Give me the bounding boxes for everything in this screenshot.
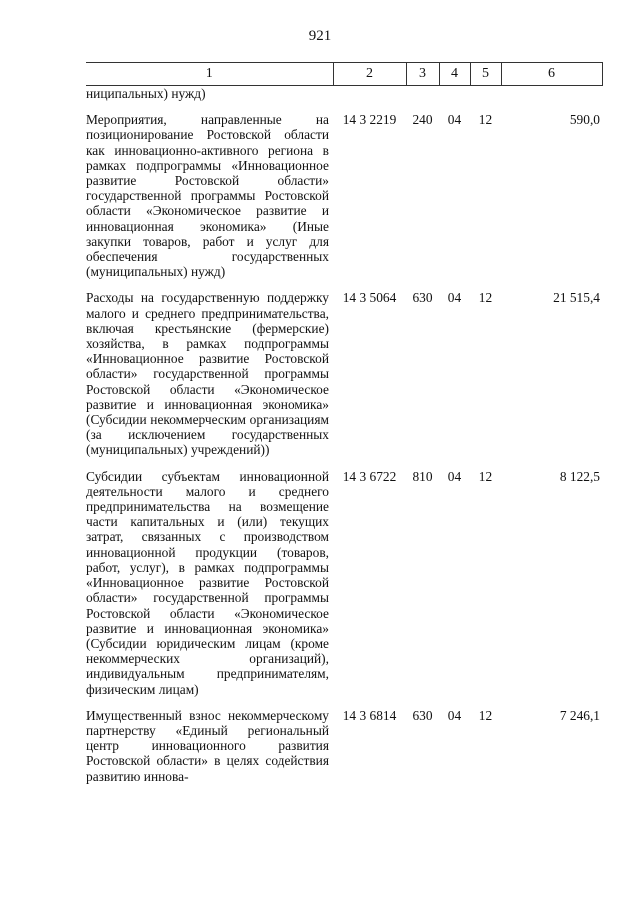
row-target-code: 14 3 2219 xyxy=(342,112,397,128)
row-expense-type: 630 xyxy=(412,290,433,306)
table-row xyxy=(86,469,602,708)
budget-table xyxy=(86,62,602,795)
row-section: 04 xyxy=(447,112,462,128)
table-row xyxy=(86,112,602,290)
row-section: 04 xyxy=(447,290,462,306)
row-subsection: 12 xyxy=(478,468,493,484)
header-col-3: 3 xyxy=(406,63,439,86)
row-expense-type: 630 xyxy=(412,707,433,723)
row-description: Субсидии субъектам инновационной деятельности малого и среднего предпринимательства на возмещение части капитальных и (или) текущих затрат, связанных с производством инновационной продукции (товаров, работ, услуг), в рамках подпрограммы «Инновационное развитие Ростовской области» государственной программы Ростовской области «Экономическое развитие и инновационная экономика» (Субсидии юридическим лицам (кроме некоммерческих организаций), индивидуальным предпринимателям, физическим лицам) xyxy=(86,468,329,697)
row-amount: 7 246,1 xyxy=(559,707,600,723)
page-number: 921 xyxy=(308,28,332,44)
row-amount: 590,0 xyxy=(569,112,600,128)
continuation-row xyxy=(86,86,602,113)
row-amount: 21 515,4 xyxy=(553,290,600,306)
row-description: Мероприятия, направленные на позиционирование Ростовской области как инновационно-активного региона в рамках подпрограммы «Инновационное развитие Ростовской области» государственной программы Ростовской области «Экономическое развитие и инновационная экономика» (Иные закупки товаров, работ и услуг для обеспечения государственных (муниципальных) нужд) xyxy=(86,112,329,280)
row-subsection: 12 xyxy=(478,290,493,306)
row-target-code: 14 3 6722 xyxy=(342,468,397,484)
row-description: Имущественный взнос некоммерческому партнерству «Единый региональный центр инновационного развития Ростовской области» в целях содействия развитию иннова- xyxy=(86,707,329,784)
row-expense-type: 240 xyxy=(412,112,433,128)
row-subsection: 12 xyxy=(478,112,493,128)
table-row xyxy=(86,290,602,468)
row-target-code: 14 3 6814 xyxy=(342,707,397,723)
continuation-text: ниципальных) нужд) xyxy=(86,86,206,101)
row-amount: 8 122,5 xyxy=(559,468,600,484)
header-col-5: 5 xyxy=(470,63,501,86)
header-col-1: 1 xyxy=(86,63,333,86)
row-target-code: 14 3 5064 xyxy=(342,290,397,306)
table-row xyxy=(86,708,602,795)
row-subsection: 12 xyxy=(478,707,493,723)
row-description: Расходы на государственную поддержку малого и среднего предпринимательства, включая крестьянские (фермерские) хозяйства, в рамках подпрограммы «Инновационное развитие Ростовской области» государственной программы Ростовской области «Экономическое развитие и инновационная экономика» (Субсидии некоммерческим организациям (за исключением государственных (муниципальных) учреждений)) xyxy=(86,290,329,458)
row-section: 04 xyxy=(447,707,462,723)
header-col-6: 6 xyxy=(501,63,602,86)
row-section: 04 xyxy=(447,468,462,484)
row-expense-type: 810 xyxy=(412,468,433,484)
table-header-row xyxy=(86,63,602,86)
header-col-4: 4 xyxy=(439,63,470,86)
header-col-2: 2 xyxy=(333,63,406,86)
